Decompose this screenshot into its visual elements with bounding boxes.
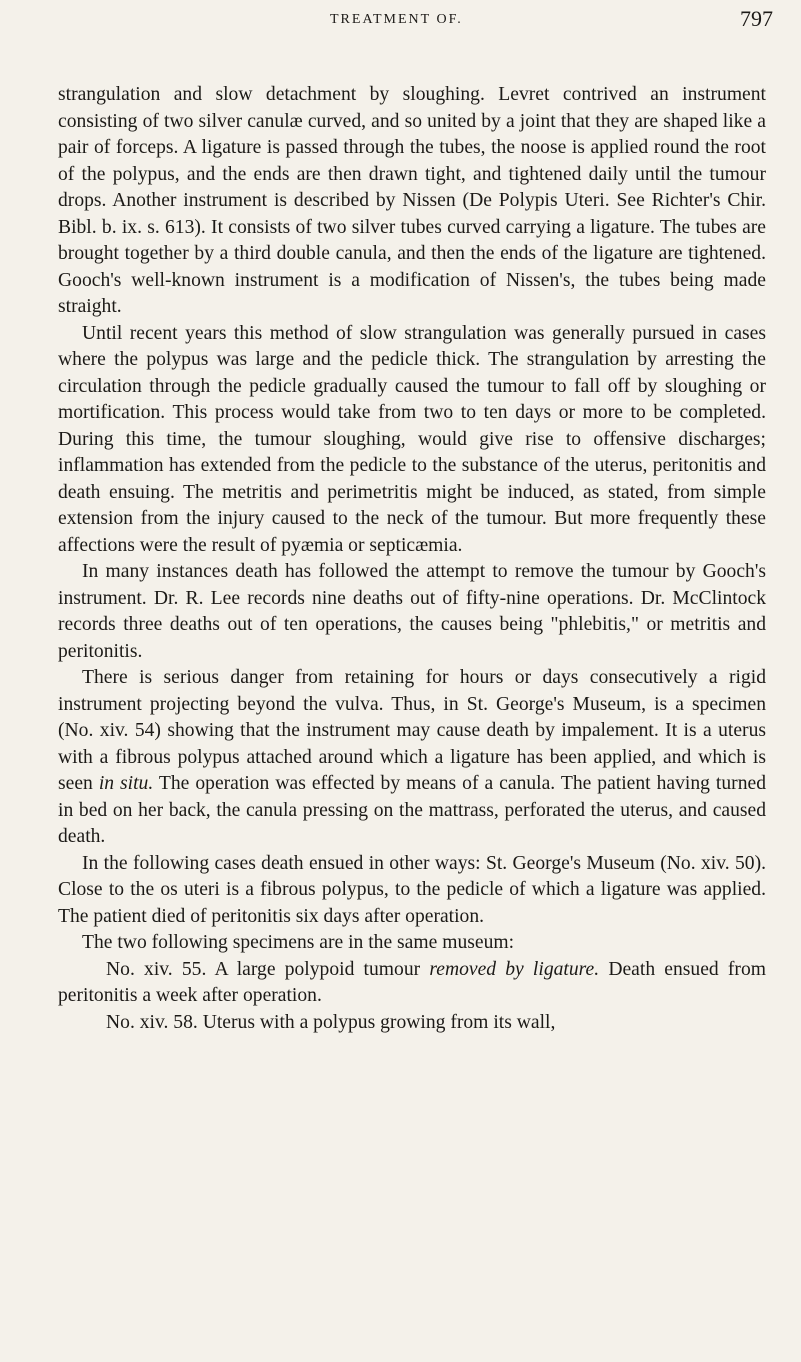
paragraph-1: strangulation and slow detachment by sloughing. Levret contrived an instrument consisting of two silver canulæ curved, and so united by a joint that they are shaped like a pair of forceps. A ligature is passed through the tubes, the noose is applied round the root of the polypus, and the ends are then drawn tight, and tightened daily until the tumour drops. Another instrument is described by Nissen (De Polypis Uteri. See Richter's Chir. Bibl. b. ix. s. 613). It consists of two silver tubes curved carrying a ligature. The tubes are brought together by a third double canula, and then the ends of the ligature are tightened. Gooch's well-known instrument is a modification of Nissen's, the tubes being made straight. <box>58 84 766 317</box>
paragraph-4-text-a: There is serious danger from retaining for hours or days consecutively a rigid instrument projecting beyond the vulva. Thus, in St. George's Museum, is a specimen (No. xiv. 54) showing that the instrument may cause death by impalement. It is a uterus with a fibrous polypus attached around which a ligature has been applied, and which is seen <box>58 667 766 794</box>
specimen-1-label: No. xiv. 55. <box>106 958 207 980</box>
specimen-1-text-a: A large polypoid tumour <box>206 958 430 980</box>
specimen-1-italic: removed by ligature. <box>429 958 600 980</box>
paragraph-2: Until recent years this method of slow strangulation was generally pursued in cases where the polypus was large and the pedicle thick. The strangulation by arresting the circulation through the pedicle gradually caused the tumour to fall off by sloughing or mortification. This process would take from two to ten days or more to be completed. During this time, the tumour sloughing, would give rise to offensive discharges; inflammation has extended from the pedicle to the substance of the uterus, peritonitis and death ensuing. The metritis and perimetritis might be induced, as stated, from simple extension from the injury caused to the neck of the tumour. But more frequently these affections were the result of pyæmia or septicæmia. <box>58 322 766 556</box>
paragraph-3: In many instances death has followed the attempt to remove the tumour by Gooch's instrument. Dr. R. Lee records nine deaths out of fifty-nine operations. Dr. McClintock records three deaths out of ten operations, the causes being "phlebitis," or metritis and peritonitis. <box>58 561 766 662</box>
paragraph-4-text-b: The operation was effected by means of a canula. The patient having turned in bed on her back, the canula pressing on the mattrass, perforated the uterus, and caused death. <box>58 773 766 847</box>
body-text <box>58 82 766 1036</box>
specimen-entry-2 <box>58 1010 766 1037</box>
specimen-entry-1 <box>58 957 766 1010</box>
specimen-1-text-b: Death ensued from peritonitis a week after operation. <box>58 958 766 1006</box>
paragraph-4-italic: in situ. <box>98 773 154 794</box>
paragraph-5: In the following cases death ensued in other ways: St. George's Museum (No. xiv. 50). Close to the os uteri is a fibrous polypus, to the pedicle of which a ligature was applied. The patient died of peritonitis six days after operation. <box>58 852 766 927</box>
running-header <box>0 6 801 36</box>
paragraph-4 <box>58 665 766 851</box>
specimen-2-label: No. xiv. 58. <box>106 1011 198 1033</box>
running-title: TREATMENT OF. <box>330 12 463 27</box>
paragraph-6: The two following specimens are in the same museum: <box>82 932 515 953</box>
specimen-2-text: Uterus with a polypus growing from its wall, <box>197 1011 556 1033</box>
page-number: 797 <box>740 6 773 31</box>
